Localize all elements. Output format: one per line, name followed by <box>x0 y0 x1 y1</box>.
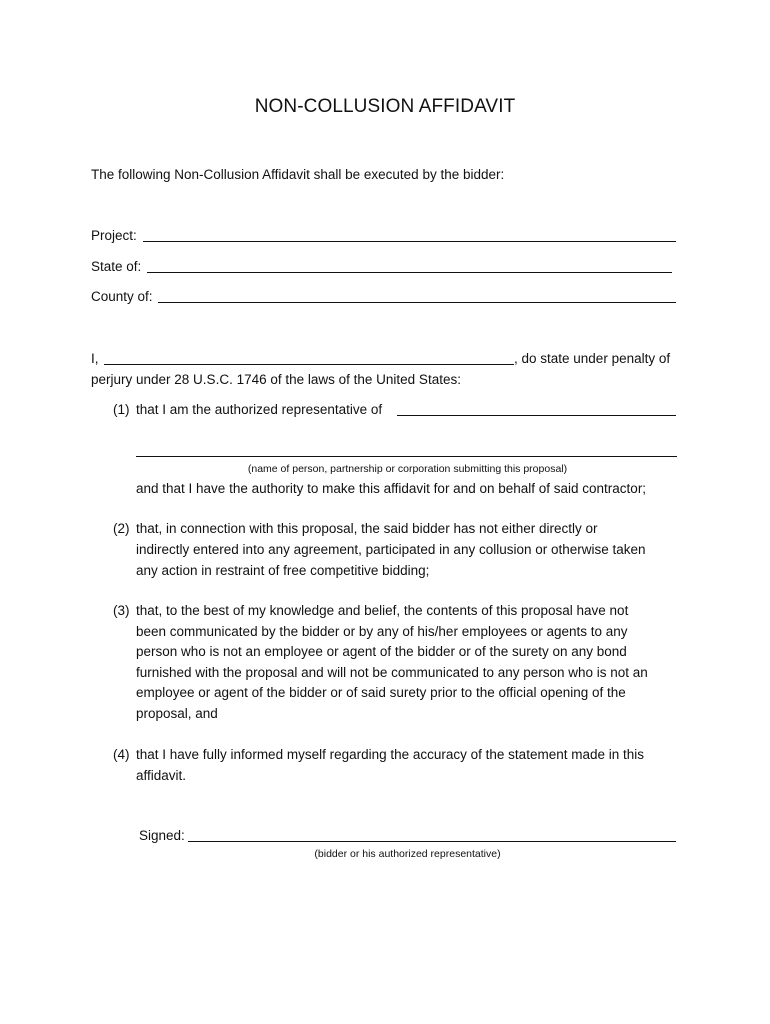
item-3-line: proposal, and <box>136 706 218 721</box>
item-2-line: that, in connection with this proposal, the said bidder has not either directly or <box>136 521 598 536</box>
item-3-line: that, to the best of my knowledge and belief, the contents of this proposal have not <box>136 603 629 618</box>
item-2-line: indirectly entered into any agreement, participated in any collusion or otherwise taken <box>136 542 646 557</box>
declaration-line-2: perjury under 28 U.S.C. 1746 of the laws of the United States: <box>91 372 461 387</box>
document-title: NON-COLLUSION AFFIDAVIT <box>254 96 516 117</box>
declaration-text: , do state under penalty of <box>514 351 671 366</box>
item-4-line: that I have fully informed myself regarding the accuracy of the statement made in this <box>136 747 645 762</box>
signature-field[interactable] <box>188 841 676 842</box>
item-1-text: that I am the authorized representative of <box>136 402 383 417</box>
county-label: County of: <box>91 289 153 304</box>
state-label: State of: <box>91 259 142 274</box>
declarant-name-field[interactable] <box>104 364 514 365</box>
item-1-continuation: and that I have the authority to make this affidavit for and on behalf of said contractor; <box>136 481 647 496</box>
item-3-number: (3) <box>113 603 130 618</box>
signature-caption: (bidder or his authorized representative) <box>314 848 501 860</box>
item-2-line: any action in restraint of free competitive bidding; <box>136 563 430 578</box>
item-4-number: (4) <box>113 747 130 762</box>
bidder-name-caption: (name of person, partnership or corporation submitting this proposal) <box>247 463 568 475</box>
item-3-line: been communicated by the bidder or by any of his/her employees or agents to any <box>136 624 628 639</box>
project-label: Project: <box>91 228 137 243</box>
county-field[interactable] <box>158 302 676 303</box>
item-3-line: person who is not an employee or agent of the bidder or of the surety on any bond <box>136 644 627 659</box>
item-1-number: (1) <box>113 402 130 417</box>
item-3-line: employee or agent of the bidder or of said surety prior to the official opening of the <box>136 685 626 700</box>
declaration-i-label: I, <box>91 351 99 366</box>
project-field[interactable] <box>143 241 676 242</box>
bidder-name-field[interactable] <box>136 456 677 457</box>
state-field[interactable] <box>147 272 672 273</box>
item-2-number: (2) <box>113 521 130 536</box>
item-3-line: furnished with the proposal and will not be communicated to any person who is not an <box>136 665 648 680</box>
representative-of-field[interactable] <box>397 415 676 416</box>
signed-label: Signed: <box>139 828 185 843</box>
item-4-line: affidavit. <box>136 768 187 783</box>
intro-text: The following Non-Collusion Affidavit shall be executed by the bidder: <box>91 167 505 182</box>
